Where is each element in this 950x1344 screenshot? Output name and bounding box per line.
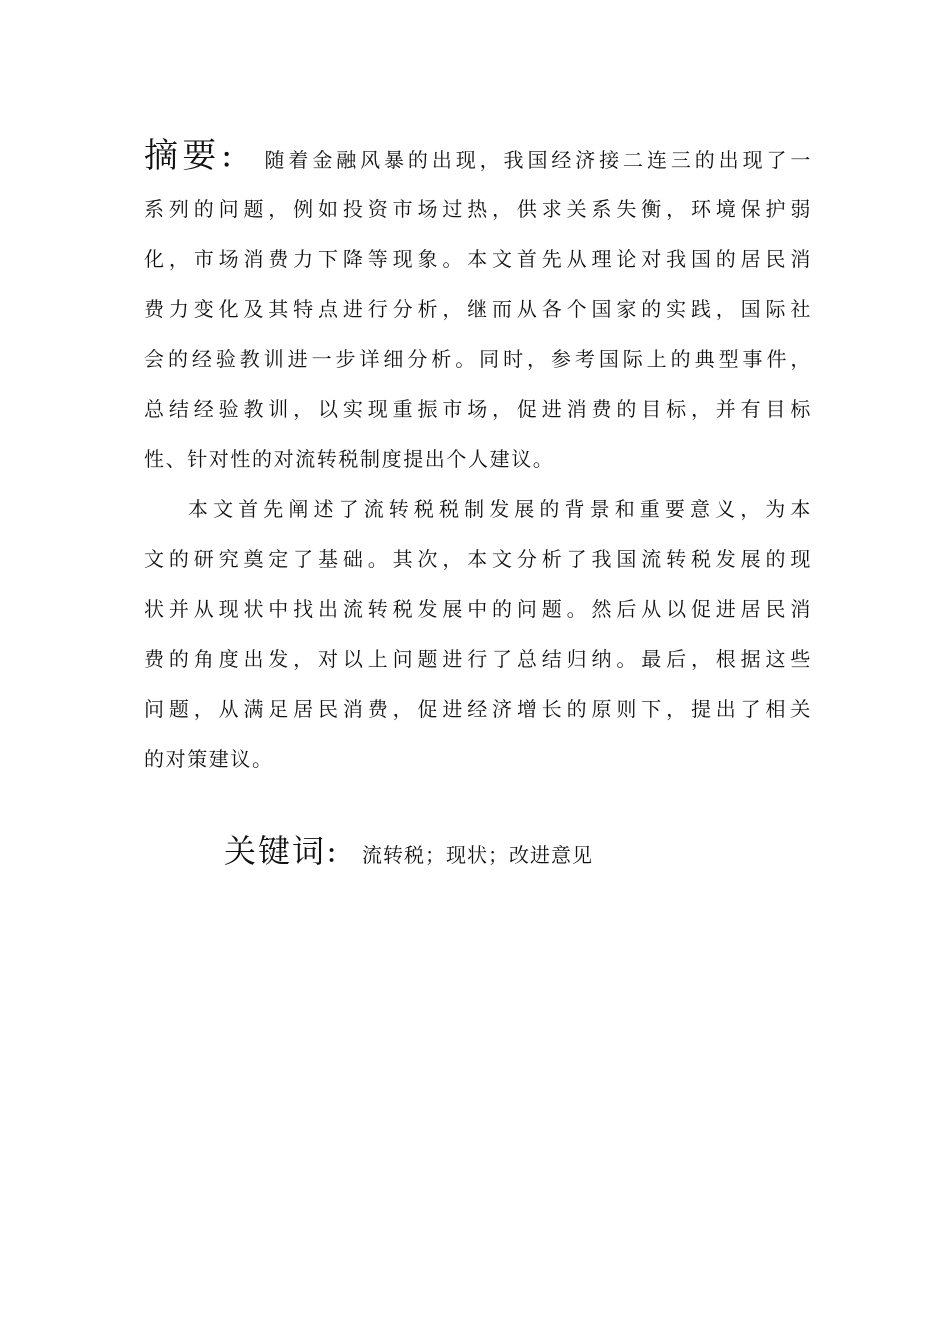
abstract-line: 化，市场消费力下降等现象。本文首先从理论对我国的居民消 bbox=[144, 247, 812, 271]
abstract-paragraph2-line: 状并从现状中找出流转税发展中的问题。然后从以促进居民消 bbox=[144, 597, 812, 621]
abstract-line: 会的经验教训进一步详细分析。同时，参考国际上的典型事件， bbox=[144, 347, 812, 371]
abstract-paragraph2-line: 文的研究奠定了基础。其次，本文分析了我国流转税发展的现 bbox=[144, 547, 812, 571]
abstract-line: 总结经验教训，以实现重振市场，促进消费的目标，并有目标 bbox=[144, 397, 812, 421]
keywords-section bbox=[224, 826, 593, 872]
abstract-line: 系列的问题，例如投资市场过热，供求关系失衡，环境保护弱 bbox=[144, 197, 812, 221]
keywords-text: 流转税；现状；改进意见 bbox=[362, 843, 594, 867]
abstract-paragraph2-line: 的对策建议。 bbox=[144, 747, 274, 771]
abstract-text: 随着金融风暴的出现，我国经济接二连三的出现了一 bbox=[264, 148, 812, 172]
keywords-heading-colon: ： bbox=[326, 840, 351, 868]
abstract-line: 费力变化及其特点进行分析，继而从各个国家的实践，国际社 bbox=[144, 297, 812, 321]
abstract-heading: 摘要 bbox=[144, 136, 221, 176]
abstract-heading-colon: ： bbox=[220, 144, 251, 174]
abstract-line-1 bbox=[144, 128, 812, 184]
abstract-line: 性、针对性的对流转税制度提出个人建议。 bbox=[144, 447, 555, 471]
abstract-paragraph2-line: 费的角度出发，对以上问题进行了总结归纳。最后，根据这些 bbox=[144, 647, 812, 671]
abstract-paragraph2-line: 问题，从满足居民消费，促进经济增长的原则下，提出了相关 bbox=[144, 697, 812, 721]
abstract-section bbox=[144, 128, 812, 784]
abstract-paragraph2-line: 本文首先阐述了流转税税制发展的背景和重要意义，为本 bbox=[188, 497, 812, 521]
keywords-heading: 关键词 bbox=[224, 832, 327, 870]
